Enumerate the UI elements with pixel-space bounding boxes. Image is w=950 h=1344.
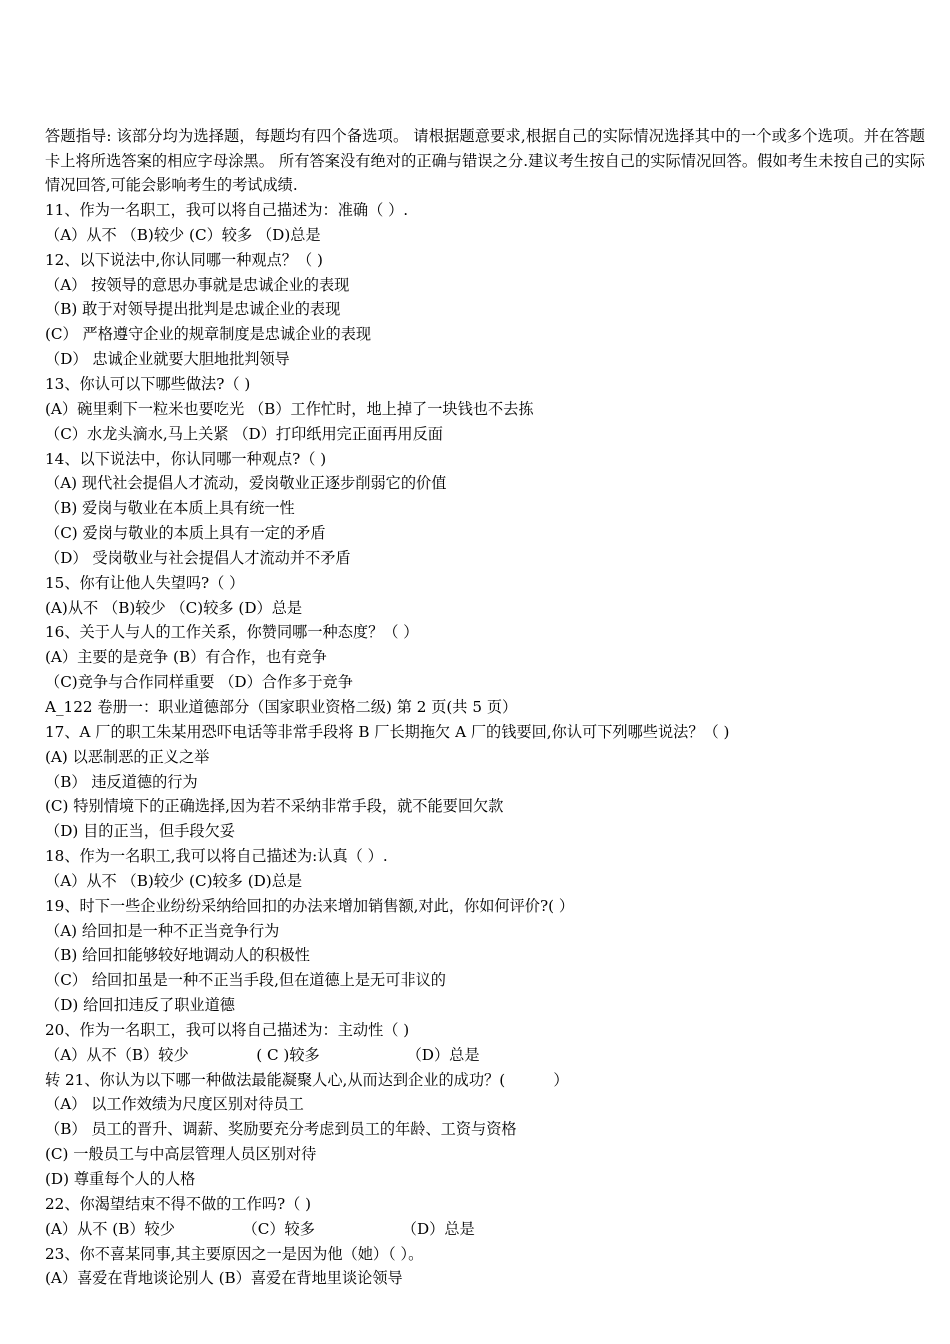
question-stem: 23、你不喜某同事,其主要原因之一是因为他（她）（ ）。: [45, 1244, 424, 1263]
answer-option-line: (A）喜爱在背地谈论别人 (B）喜爱在背地里谈论领导: [45, 1269, 403, 1288]
answer-option-line: （B) 给回扣能够较好地调动人的积极性: [45, 946, 310, 965]
answer-option-line: （A） 按领导的意思办事就是忠诚企业的表现: [45, 275, 350, 294]
answer-option-line: (C） 严格遵守企业的规章制度是忠诚企业的表现: [45, 325, 372, 344]
answer-option-line: (A）从不 (B）较少 （C）较多 （D）总是: [45, 1219, 475, 1238]
answer-option-line: （A) 现代社会提倡人才流动，爱岗敬业正逐步削弱它的价值: [45, 474, 447, 493]
question-stem: 14、以下说法中，你认同哪一种观点?（ ): [45, 449, 327, 468]
answer-option-line: （C) 爱岗与敬业的本质上具有一定的矛盾: [45, 524, 326, 543]
question-stem: 17、A 厂的职工朱某用恐吓电话等非常手段将 B 厂长期拖欠 A 厂的钱要回,你认可下列哪些说法？（ ): [45, 722, 730, 741]
answer-option-line: (C) 一般员工与中高层管理人员区别对待: [45, 1145, 317, 1164]
answer-option-line: (C) 特别情境下的正确选择,因为若不采纳非常手段，就不能要回欠款: [45, 797, 504, 816]
question-stem: 12、以下说法中,你认同哪一种观点？（ ): [45, 250, 323, 269]
question-stem: 转 21、你认为以下哪一种做法最能凝聚人心,从而达到企业的成功？( ）: [45, 1070, 569, 1089]
answer-option-line: （A) 给回扣是一种不正当竞争行为: [45, 921, 280, 940]
answer-option-line: （C)竞争与合作同样重要 （D）合作多于竞争: [45, 673, 353, 692]
answer-instructions: 答题指导: 该部分均为选择题，每题均有四个备选项。 请根据题意要求,根据自己的实际情况选择其中的一个或多个选项。并在答题卡上将所选答案的相应字母涂黑。 所有答案没有绝对的正确与错误之分.建议考生按自己的实际情况回答。假如考生未按自己的实际情况回答,可能会影响考生的考试成绩.: [45, 127, 925, 195]
answer-option-line: （B） 违反道德的行为: [45, 772, 198, 791]
answer-option-line: （D) 给回扣违反了职业道德: [45, 996, 235, 1015]
answer-option-line: （A）从不 （B)较少 (C）较多 （D)总是: [45, 225, 321, 244]
answer-option-line: (A)从不 （B)较少 （C)较多 (D）总是: [45, 598, 303, 617]
answer-option-line: （D） 受岗敬业与社会提倡人才流动并不矛盾: [45, 548, 351, 567]
answer-option-line: （A）从不（B）较少 ( C )较多 （D）总是: [45, 1045, 480, 1064]
exam-page: [45, 124, 925, 1291]
answer-option-line: （C）水龙头滴水,马上关紧 （D）打印纸用完正面再用反面: [45, 424, 443, 443]
question-stem: 15、你有让他人失望吗?（ ）: [45, 573, 245, 592]
page-footer: A_122 卷册一：职业道德部分（国家职业资格二级) 第 2 页(共 5 页）: [45, 697, 518, 716]
question-list: [45, 198, 925, 1291]
answer-option-line: (A）碗里剩下一粒米也要吃光 （B）工作忙时，地上掉了一块钱也不去拣: [45, 399, 534, 418]
answer-option-line: (D) 尊重每个人的人格: [45, 1170, 196, 1189]
answer-option-line: （A）从不 （B)较少 (C)较多 (D)总是: [45, 871, 303, 890]
answer-option-line: （C） 给回扣虽是一种不正当手段,但在道德上是无可非议的: [45, 971, 446, 990]
answer-option-line: (A) 以恶制恶的正义之举: [45, 747, 210, 766]
answer-option-line: （A） 以工作效绩为尺度区别对待员工: [45, 1095, 304, 1114]
answer-option-line: （D) 目的正当，但手段欠妥: [45, 822, 235, 841]
question-stem: 18、作为一名职工,我可以将自己描述为:认真（ ）.: [45, 847, 388, 866]
question-stem: 19、时下一些企业纷纷采纳给回扣的办法来增加销售额,对此，你如何评价?( ）: [45, 896, 575, 915]
answer-option-line: （D） 忠诚企业就要大胆地批判领导: [45, 350, 290, 369]
question-stem: 16、关于人与人的工作关系，你赞同哪一种态度？（ ）: [45, 623, 419, 642]
answer-option-line: （B) 敢于对领导提出批判是忠诚企业的表现: [45, 300, 341, 319]
question-stem: 11、作为一名职工，我可以将自己描述为：准确（ ）.: [45, 201, 409, 220]
answer-option-line: (A）主要的是竞争 (B）有合作，也有竞争: [45, 648, 327, 667]
answer-option-line: （B） 员工的晋升、调薪、奖励要充分考虑到员工的年龄、工资与资格: [45, 1120, 517, 1139]
answer-option-line: （B) 爱岗与敬业在本质上具有统一性: [45, 499, 295, 518]
question-stem: 20、作为一名职工，我可以将自己描述为：主动性（ ): [45, 1020, 410, 1039]
question-stem: 22、你渴望结束不得不做的工作吗?（ ): [45, 1194, 312, 1213]
question-stem: 13、你认可以下哪些做法?（ ): [45, 375, 251, 394]
